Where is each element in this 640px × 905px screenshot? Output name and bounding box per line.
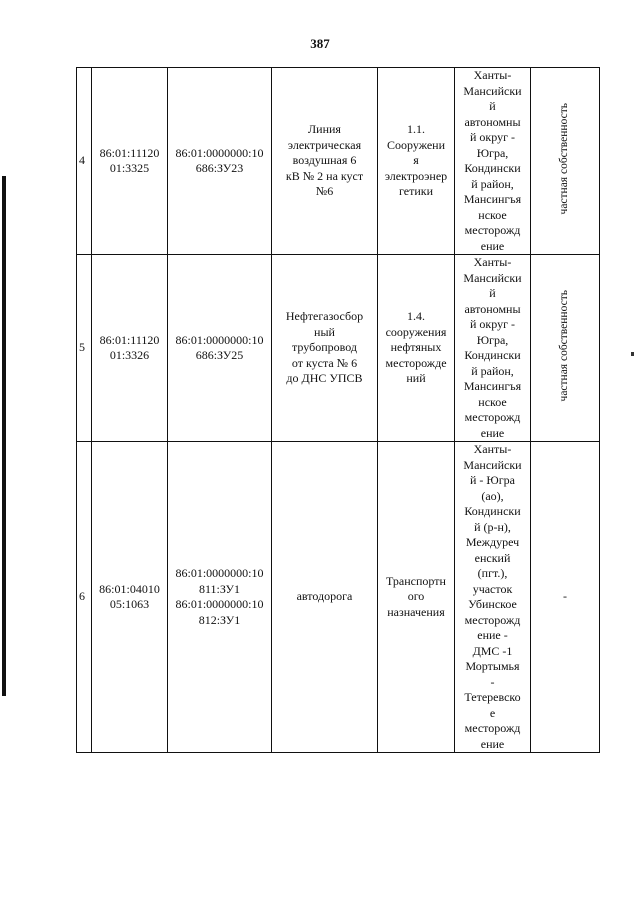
object-location-line: Кондински [464, 348, 521, 362]
object-location-line: й (р-н), [474, 519, 511, 534]
land-parcels-line: 686:ЗУ25 [195, 348, 244, 362]
ownership-form: частная собственность [558, 103, 571, 215]
object-location-line: й округ - [469, 317, 515, 331]
cadastral-number-line: 86:01:11120 [99, 332, 160, 347]
object-purpose-line: электроэнер [384, 168, 448, 183]
object-purpose-cell [378, 442, 455, 753]
object-location-line: Мансийски [463, 457, 522, 472]
object-location-line: Мортымья [465, 659, 520, 673]
object-name-line: ный [314, 324, 335, 339]
object-purpose-line: я [413, 153, 419, 168]
row-number: 4 [79, 153, 85, 168]
object-location-line: Ханты- [473, 68, 512, 82]
object-purpose-line: Транспортн [386, 573, 446, 588]
object-location-line: Междуреч [465, 535, 520, 549]
object-location-line: месторожд [464, 223, 521, 237]
row-number-cell [77, 68, 92, 255]
object-location-line: енский [474, 550, 511, 565]
cadastral-number-cell [92, 255, 168, 442]
object-name-line: трубопровод [292, 340, 357, 355]
object-location-line: Кондински [464, 504, 521, 518]
object-name-line: №6 [315, 184, 334, 199]
object-location-line: ДМС -1 [472, 643, 513, 658]
ownership-form: частная собственность [558, 290, 571, 402]
object-purpose-line: ний [406, 371, 426, 386]
object-location-line: Тетеревско [464, 690, 521, 704]
cadastral-number-line: 86:01:11120 [99, 145, 160, 160]
object-purpose-line: сооружения [385, 324, 447, 339]
object-name-cell [272, 255, 378, 442]
object-name-line: Нефтегазосбор [285, 309, 364, 324]
object-name-cell [272, 68, 378, 255]
object-location-line: автономны [464, 301, 521, 316]
cadastral-number-line: 01:3325 [109, 161, 150, 175]
cadastral-number-line: 86:01:04010 [99, 581, 160, 596]
object-location-line: Ханты- [473, 255, 512, 269]
land-parcels-line: 811:ЗУ1 [198, 581, 241, 596]
object-location-line: месторожд [464, 721, 521, 735]
object-location-line: й округ - [469, 130, 515, 144]
land-parcels-line: 86:01:0000000:10 [175, 332, 264, 347]
object-location-line: (ао), [481, 488, 504, 503]
object-location-cell [455, 442, 531, 753]
object-purpose-cell [378, 255, 455, 442]
object-location-line: й - Югра [470, 473, 515, 487]
object-location-line: Кондински [464, 161, 521, 175]
scan-edge-mark [2, 176, 6, 696]
object-location-cell [455, 255, 531, 442]
object-location-line: ение [480, 736, 505, 751]
object-location-line: автономны [464, 114, 521, 129]
ownership-form-cell [531, 442, 600, 753]
object-location-cell [455, 68, 531, 255]
object-purpose-line: Сооружени [387, 137, 445, 152]
object-purpose-line: 1.4. [407, 309, 425, 324]
ownership-form-cell [531, 68, 600, 255]
scan-speck [631, 352, 634, 356]
object-location-line: - [490, 674, 495, 689]
object-location-line: Мансийски [463, 270, 522, 285]
row-number-cell [77, 442, 92, 753]
row-number-cell [77, 255, 92, 442]
object-purpose-line: ого [407, 589, 425, 604]
object-name-line: Линия [308, 122, 341, 137]
object-purpose-line: назначения [387, 604, 445, 619]
row-number: 6 [79, 589, 85, 604]
table-row [77, 255, 600, 442]
ownership-form-cell [531, 255, 600, 442]
land-parcels-line: 686:ЗУ23 [195, 161, 244, 175]
object-purpose-line: гетики [398, 184, 433, 199]
land-parcels-cell [168, 442, 272, 753]
page-number: 387 [310, 36, 330, 51]
object-name-line: электрическая [287, 137, 362, 152]
object-location-line: участок [472, 581, 513, 596]
object-location-line: месторожд [464, 612, 521, 627]
object-location-line: й район, [471, 363, 514, 378]
object-purpose-line: 1.1. [407, 122, 425, 137]
object-location-line: ение - [477, 628, 508, 642]
cadastral-number-line: 01:3326 [109, 348, 150, 362]
land-parcels-line: 86:01:0000000:10 [175, 145, 264, 160]
object-location-line: месторожд [464, 410, 521, 424]
land-parcels-cell [168, 255, 272, 442]
cadastral-number-cell [92, 68, 168, 255]
object-location-line: й [489, 99, 496, 113]
cadastral-number-line: 05:1063 [109, 597, 150, 611]
object-location-line: Мансингъя [463, 379, 522, 393]
object-name-line: от куста № 6 [291, 355, 358, 370]
object-location-line: Мансингъя [463, 192, 522, 206]
object-location-line: й [489, 286, 496, 300]
object-name-line: воздушная 6 [292, 153, 357, 168]
table-row [77, 442, 600, 753]
object-location-line: Мансийски [463, 83, 522, 98]
object-location-line: нское [478, 207, 507, 222]
object-location-line: Ханты- [473, 442, 512, 456]
ownership-form: - [563, 589, 567, 604]
object-name-line: кВ № 2 на куст [285, 168, 364, 183]
object-name-line: до ДНС УПСВ [286, 371, 363, 386]
land-parcels-line: 812:ЗУ1 [198, 612, 241, 627]
object-location-line: й район, [471, 176, 514, 191]
row-number: 5 [79, 340, 85, 355]
object-name-cell [272, 442, 378, 753]
object-location-line: ение [480, 425, 505, 440]
object-purpose-line: нефтяных [390, 340, 442, 355]
table-row [77, 68, 600, 255]
object-location-line: Югра, [476, 145, 509, 160]
object-name-line: автодорога [296, 589, 353, 604]
registry-table [76, 67, 600, 753]
object-location-line: (пгт.), [477, 566, 508, 580]
object-location-line: нское [478, 394, 507, 409]
object-location-line: Убинское [468, 597, 517, 611]
object-purpose-line: месторожде [385, 355, 447, 370]
land-parcels-cell [168, 68, 272, 255]
object-location-line: ение [480, 238, 505, 253]
cadastral-number-cell [92, 442, 168, 753]
land-parcels-line: 86:01:0000000:10 [175, 597, 264, 611]
object-location-line: Югра, [476, 332, 509, 347]
object-purpose-cell [378, 68, 455, 255]
object-location-line: е [489, 705, 496, 720]
land-parcels-line: 86:01:0000000:10 [175, 566, 264, 580]
